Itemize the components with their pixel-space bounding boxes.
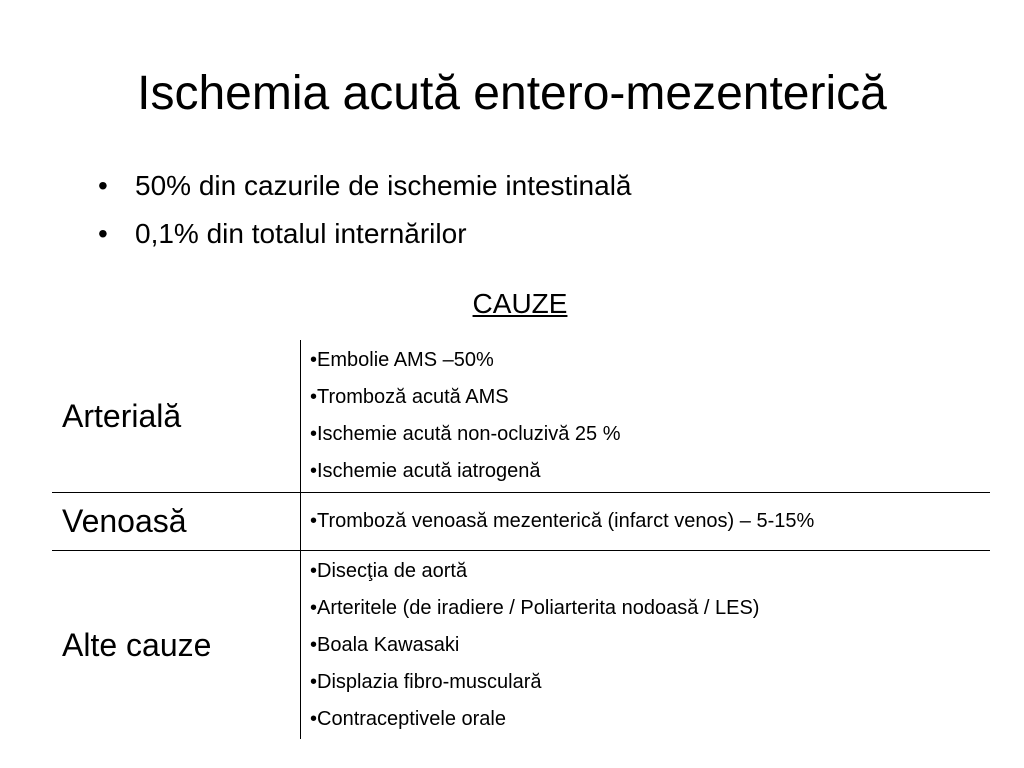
bullet-text: 0,1% din totalul internărilor xyxy=(135,218,467,249)
cause-item: •Contraceptivele orale xyxy=(310,707,506,730)
causes-heading: CAUZE xyxy=(472,288,568,319)
bullet-item xyxy=(98,162,632,210)
cause-items xyxy=(301,340,991,493)
cause-item: •Embolie AMS –50% xyxy=(310,349,494,371)
cause-item: •Tromboză acută AMS xyxy=(310,386,509,408)
cause-items xyxy=(301,493,991,551)
cause-item: •Ischemie acută iatrogenă xyxy=(310,460,541,482)
cause-items xyxy=(301,551,991,740)
cause-item: •Arteritele (de iradiere / Poliarterita nodoasă / LES) xyxy=(310,596,760,619)
table-row xyxy=(52,493,990,551)
bullet-text: 50% din cazurile de ischemie intestinală xyxy=(135,170,632,201)
cause-item: •Displazia fibro-musculară xyxy=(310,670,542,693)
cause-item: •Boala Kawasaki xyxy=(310,633,460,656)
category-arterial: Arterială xyxy=(52,340,301,493)
bullet-item xyxy=(98,210,632,258)
bullet-list xyxy=(98,162,632,258)
causes-table xyxy=(52,340,990,739)
slide-title: Ischemia acută entero-mezenterică xyxy=(137,67,887,120)
cause-item: •Ischemie acută non-ocluzivă 25 % xyxy=(310,423,621,445)
cause-item: •Tromboză venoasă mezenterică (infarct venos) – 5-15% xyxy=(310,510,815,532)
table-row xyxy=(52,551,990,740)
table-row xyxy=(52,340,990,493)
category-other: Alte cauze xyxy=(52,551,301,740)
cause-item: •Disecţia de aortă xyxy=(310,559,468,582)
bullet-dot: • xyxy=(98,218,108,249)
bullet-dot: • xyxy=(98,170,108,201)
category-venous: Venoasă xyxy=(52,493,301,551)
